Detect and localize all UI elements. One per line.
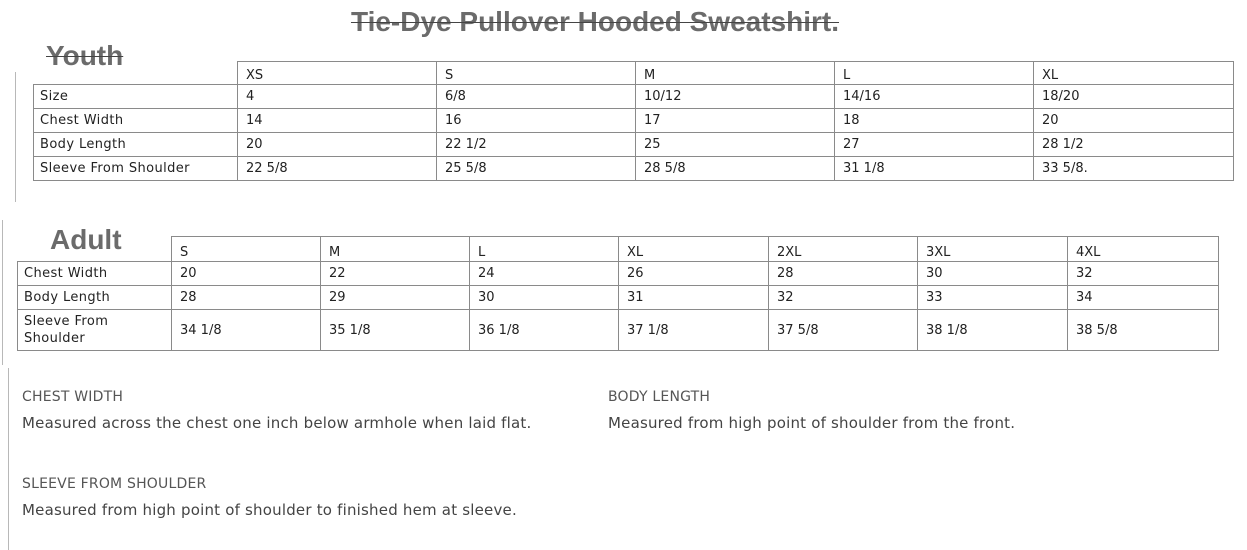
table-row: [34, 109, 1234, 133]
table-header-row: [34, 62, 1234, 85]
table-cell: 27: [835, 133, 1034, 157]
table-cell: 30: [918, 262, 1068, 286]
table-row: [18, 286, 1219, 310]
table-cell: 17: [636, 109, 835, 133]
size-header: XS: [238, 62, 437, 85]
table-cell: 14/16: [835, 85, 1034, 109]
divider-line: [15, 72, 16, 202]
table-cell: 10/12: [636, 85, 835, 109]
table-cell: 20: [238, 133, 437, 157]
table-row: [18, 262, 1219, 286]
table-cell: 30: [470, 286, 619, 310]
size-header: 3XL: [918, 237, 1068, 262]
youth-size-table: [33, 61, 1234, 181]
adult-section-title: Adult: [50, 224, 122, 255]
table-cell: 18: [835, 109, 1034, 133]
size-header: M: [321, 237, 470, 262]
table-cell: 34: [1068, 286, 1219, 310]
adult-size-table: [17, 236, 1219, 351]
size-header: S: [437, 62, 636, 85]
table-cell: 16: [437, 109, 636, 133]
table-cell: 28: [769, 262, 918, 286]
definition-text: Measured across the chest one inch below armhole when laid flat.: [22, 414, 532, 432]
table-cell: 37 5/8: [769, 310, 918, 351]
table-cell: 31 1/8: [835, 157, 1034, 181]
youth-section-title: Youth: [46, 40, 124, 71]
table-cell: 22: [321, 262, 470, 286]
table-row: [34, 85, 1234, 109]
table-row: [18, 310, 1219, 351]
table-cell: 31: [619, 286, 769, 310]
row-label: Chest Width: [34, 109, 238, 133]
sleeve-definition: [22, 476, 517, 519]
size-header: 2XL: [769, 237, 918, 262]
table-cell: 32: [769, 286, 918, 310]
definition-heading: BODY LENGTH: [608, 389, 711, 405]
empty-cell: [34, 62, 238, 85]
table-cell: 18/20: [1034, 85, 1234, 109]
empty-cell: [18, 237, 172, 262]
table-cell: 6/8: [437, 85, 636, 109]
size-header: L: [835, 62, 1034, 85]
size-header: M: [636, 62, 835, 85]
table-cell: 38 5/8: [1068, 310, 1219, 351]
table-cell: 24: [470, 262, 619, 286]
row-label: Chest Width: [18, 262, 172, 286]
row-label: Body Length: [18, 286, 172, 310]
size-header: 4XL: [1068, 237, 1219, 262]
table-cell: 32: [1068, 262, 1219, 286]
size-header: L: [470, 237, 619, 262]
table-cell: 4: [238, 85, 437, 109]
table-cell: 34 1/8: [172, 310, 321, 351]
table-cell: 28 1/2: [1034, 133, 1234, 157]
size-header: XL: [619, 237, 769, 262]
definition-heading: SLEEVE FROM SHOULDER: [22, 476, 207, 492]
table-cell: 38 1/8: [918, 310, 1068, 351]
table-cell: 28: [172, 286, 321, 310]
row-label: Sleeve From Shoulder: [18, 310, 172, 351]
definition-text: Measured from high point of shoulder from the front.: [608, 414, 1016, 432]
definition-heading: CHEST WIDTH: [22, 389, 124, 405]
table-cell: 29: [321, 286, 470, 310]
table-cell: 26: [619, 262, 769, 286]
table-cell: 14: [238, 109, 437, 133]
table-cell: 37 1/8: [619, 310, 769, 351]
table-cell: 20: [172, 262, 321, 286]
table-cell: 20: [1034, 109, 1234, 133]
table-cell: 33 5/8.: [1034, 157, 1234, 181]
table-cell: 22 5/8: [238, 157, 437, 181]
divider-line: [2, 220, 3, 365]
chest-width-definition: [22, 389, 531, 432]
table-cell: 25: [636, 133, 835, 157]
row-label: Sleeve From Shoulder: [34, 157, 238, 181]
row-label: Body Length: [34, 133, 238, 157]
table-cell: 22 1/2: [437, 133, 636, 157]
page-title: Tie-Dye Pullover Hooded Sweatshirt.: [350, 6, 840, 37]
table-header-row: [18, 237, 1219, 262]
size-header: XL: [1034, 62, 1234, 85]
row-label: Size: [34, 85, 238, 109]
divider-line: [8, 368, 9, 550]
table-cell: 36 1/8: [470, 310, 619, 351]
table-row: [34, 157, 1234, 181]
table-cell: 35 1/8: [321, 310, 470, 351]
table-cell: 25 5/8: [437, 157, 636, 181]
table-row: [34, 133, 1234, 157]
table-cell: 28 5/8: [636, 157, 835, 181]
table-cell: 33: [918, 286, 1068, 310]
size-header: S: [172, 237, 321, 262]
definition-text: Measured from high point of shoulder to finished hem at sleeve.: [22, 501, 517, 519]
body-length-definition: [608, 389, 1015, 432]
